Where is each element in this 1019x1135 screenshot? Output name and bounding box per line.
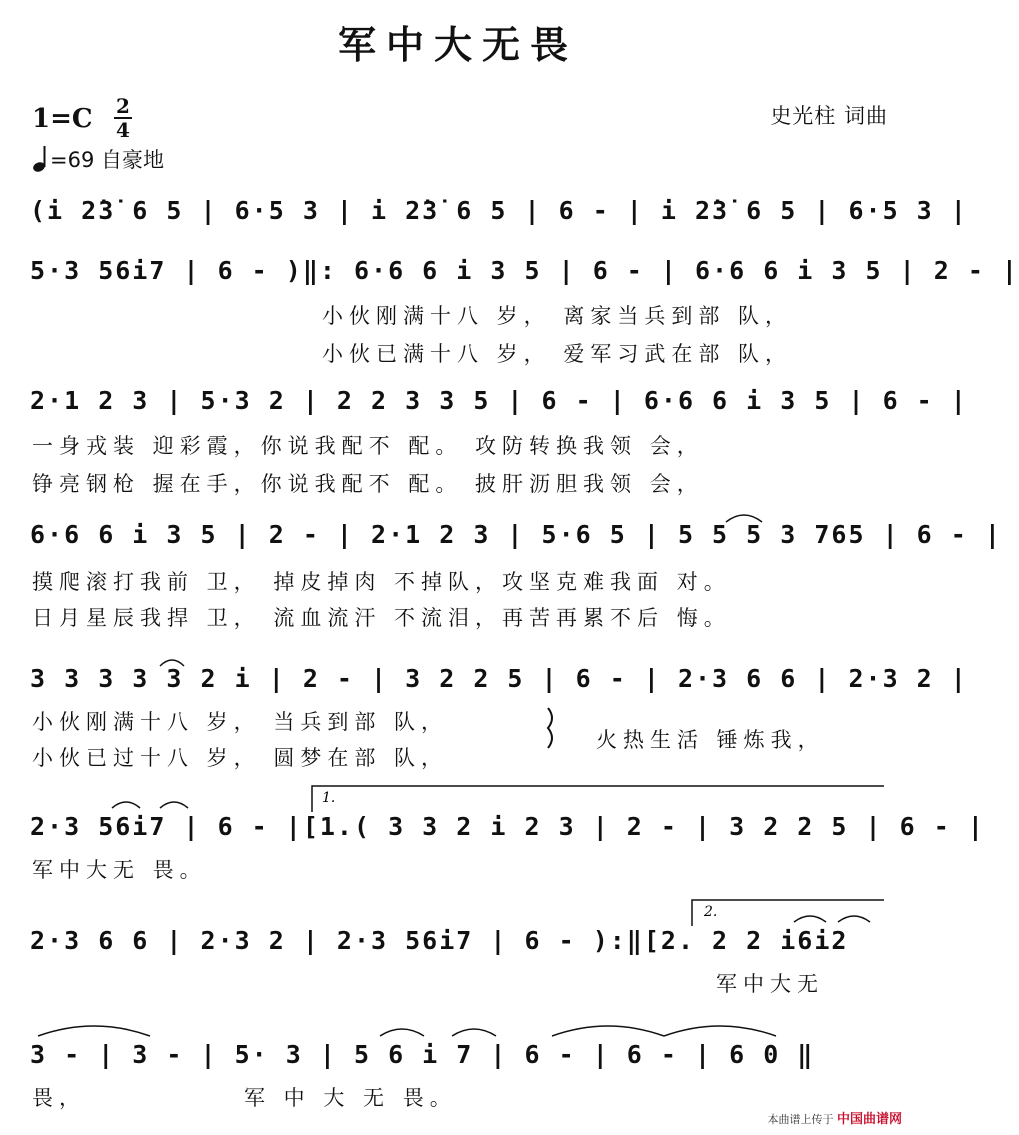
lyric-verse-1: 一身戎装 迎彩霞，你说我配不 配。 攻防转换我领 会， bbox=[32, 434, 704, 458]
lyric-line: 军 中 大 无 畏。 bbox=[244, 1086, 457, 1110]
score-line-8: 3 - | 3 - | 5· 3 | 5 6 i 7 | 6 - | 6 - | 6 0 ‖ bbox=[30, 1040, 815, 1069]
footer-text: 本曲谱上传于 bbox=[767, 1113, 834, 1126]
lyric-verse-2: 日月星辰我捍 卫， 流血流汗 不流泪，再苦再累不后 悔。 bbox=[32, 606, 731, 630]
slur bbox=[726, 515, 762, 522]
key-signature: 1=C bbox=[32, 104, 93, 134]
slur bbox=[160, 660, 184, 666]
tie bbox=[38, 1026, 150, 1036]
lyric-verse-1: 小伙刚满十八 岁， 当兵到部 队， bbox=[32, 710, 449, 734]
slur bbox=[838, 916, 870, 922]
lyric-verse-2: 铮亮钢枪 握在手，你说我配不 配。 披肝沥胆我领 会， bbox=[32, 472, 704, 496]
volta-2-bracket bbox=[692, 900, 884, 926]
lyric-verse-2: 小伙已满十八 岁， 爱军习武在部 队， bbox=[322, 342, 793, 366]
volta-1-label: 1. bbox=[322, 790, 336, 806]
slur bbox=[160, 802, 188, 808]
time-sig-bottom: 4 bbox=[116, 118, 130, 142]
lyric-line: 军中大无 bbox=[716, 972, 824, 996]
slur bbox=[794, 916, 826, 922]
source-footer bbox=[767, 1108, 902, 1127]
page-title: 军中大无畏 bbox=[337, 22, 578, 67]
site-logo: 中国曲谱网 bbox=[836, 1112, 902, 1127]
tempo-text: =69 自豪地 bbox=[50, 148, 164, 172]
lyric-verse-2: 小伙已过十八 岁， 圆梦在部 队， bbox=[32, 746, 449, 770]
score-line-2: 5·3 56i7 | 6 - )‖: 6·6 6 i 3 5 | 6 - | 6·6 6 i 3 5 | 2 - | bbox=[30, 256, 1019, 285]
composer-credit: 史光柱 词曲 bbox=[770, 104, 888, 128]
lyric-line: 军中大无 畏。 bbox=[32, 858, 207, 882]
lyric-line: 畏， bbox=[32, 1086, 86, 1110]
volta-2-label: 2. bbox=[704, 904, 718, 920]
score-line-1: (i 2̇3̇ 6 5 | 6·5 3 | i 2̇3̇ 6 5 | 6 - | i 2̇3̇ 6 5 | 6·5 3 | bbox=[30, 196, 968, 225]
volta-1-bracket bbox=[312, 786, 884, 812]
score-line-7: 2·3 6 6 | 2·3 2 | 2·3 56i7 | 6 - ):‖[2. 2 2 i6i2 bbox=[30, 926, 849, 955]
lyric-refrain: 火热生活 锤炼我， bbox=[596, 728, 825, 752]
lyric-verse-1: 摸爬滚打我前 卫， 掉皮掉肉 不掉队，攻坚克难我面 对。 bbox=[32, 570, 731, 594]
slur bbox=[112, 802, 140, 808]
time-sig-top: 2 bbox=[116, 94, 130, 118]
score-line-4: 6·6 6 i 3 5 | 2 - | 2·1 2 3 | 5·6 5 | 5 5 5 3 765 | 6 - | bbox=[30, 520, 1002, 549]
score-line-6: 2·3 56i7 | 6 - |[1.( 3 3 2 i 2 3 | 2 - | 3 2 2 5 | 6 - | bbox=[30, 812, 985, 841]
slur bbox=[452, 1029, 496, 1036]
score-line-5: 3 3 3 3 3 2 i | 2 - | 3 2 2 5 | 6 - | 2·3 6 6 | 2·3 2 | bbox=[30, 664, 968, 693]
tie bbox=[664, 1026, 776, 1036]
lyric-brace bbox=[548, 708, 552, 748]
tie bbox=[552, 1026, 664, 1036]
score-line-3: 2·1 2 3 | 5·3 2 | 2 2 3 3 5 | 6 - | 6·6 6 i 3 5 | 6 - | bbox=[30, 386, 968, 415]
lyric-verse-1: 小伙刚满十八 岁， 离家当兵到部 队， bbox=[322, 304, 793, 328]
slur bbox=[380, 1029, 424, 1036]
